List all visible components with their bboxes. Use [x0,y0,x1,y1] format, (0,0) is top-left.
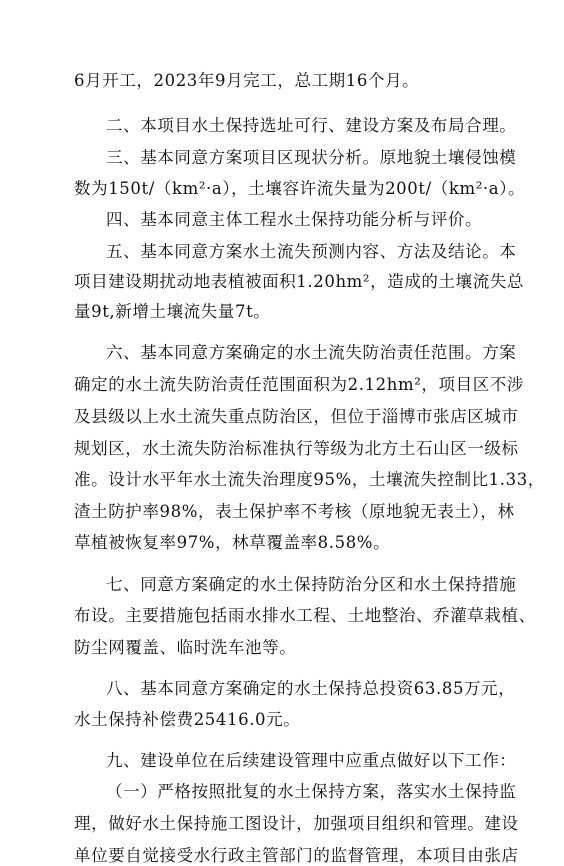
text-line: 防尘网覆盖、临时洗车池等。 [74,638,297,657]
text-line: 二、本项目水土保持选址可行、建设方案及布局合理。 [106,116,517,135]
text-line: 五、基本同意方案水土流失预测内容、方法及结论。本 [106,242,517,261]
text-line: 及县级以上水土流失重点防治区，但位于淄博市张店区城市 [74,407,519,426]
text-line: 数为150t/（km²·a），土壤容许流失量为200t/（km²·a）。 [74,179,526,198]
text-line: 渣土防护率98%，表土保护率不考核（原地貌无表土），林 [74,502,515,521]
text-line: 九、建设单位在后续建设管理中应重点做好以下工作： [106,751,517,770]
text-line: 水土保持补偿费25416.0元。 [74,710,301,729]
text-line: 三、基本同意方案项目区现状分析。原地貌土壤侵蚀模 [106,148,517,167]
text-line: 单位要自觉接受水行政主管部门的监督管理，本项目由张店 [74,846,519,865]
text-line: 项目建设期扰动地表植被面积1.20hm²，造成的土壤流失总 [74,272,525,291]
text-line: 草植被恢复率97%，林草覆盖率8.58%。 [74,533,391,552]
text-line: 理，做好水土保持施工图设计，加强项目组织和管理。建设 [74,814,519,833]
text-line: 规划区，水土流失防治标准执行等级为北方土石山区一级标 [74,439,519,458]
text-line: 八、基本同意方案确定的水土保持总投资63.85万元， [106,679,516,698]
text-line: 准。设计水平年水土流失治理度95%，土壤流失控制比1.33， [74,470,545,489]
text-line: 布设。主要措施包括雨水排水工程、土地整治、乔灌草栽植、 [74,606,536,625]
text-line: （一）严格按照批复的水土保持方案，落实水土保持监 [106,782,517,801]
text-line: 确定的水土流失防治责任范围面积为2.12hm²，项目区不涉 [74,375,525,394]
text-line: 六、基本同意方案确定的水土流失防治责任范围。方案 [106,343,517,362]
text-line: 量9t,新增土壤流失量7t。 [74,302,271,321]
text-line: 6月开工，2023年9月完工，总工期16个月。 [74,71,420,90]
text-line: 四、基本同意主体工程水土保持功能分析与评价。 [106,210,483,229]
text-line: 七、同意方案确定的水土保持防治分区和水土保持措施 [106,575,517,594]
